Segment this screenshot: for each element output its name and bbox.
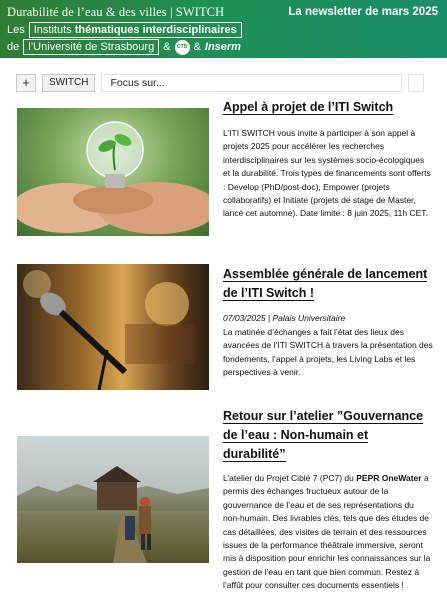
newsletter-nav <box>16 74 424 92</box>
article-body: L’ITI SWITCH vous invite à participer à son appel à projets 2025 pour accélérer les recherches interdisciplinaires sur les systèmes socio-écologiques et la durabilité. Trois types de financements sont offerts : Develop (PhD/post-doc), Empower (projets collaboratifs) et Initiate (projets de stage de Master, lancé cet automne). Date limite : 8 juin 2025, 11h CET. <box>223 128 431 219</box>
article-title-text[interactable]: Appel à projet de l’ITI Switch <box>223 100 394 114</box>
article-atelier-gouvernance <box>223 407 433 593</box>
banner-line-universite <box>7 39 241 55</box>
hikers-hut-image[interactable] <box>17 436 209 563</box>
hikers-hut-illustration <box>17 436 209 563</box>
article-title[interactable] <box>223 407 433 464</box>
banner-de: de <box>7 41 20 53</box>
article-body: La matinée d’échanges a fait l’état des lieux des avancées de l’ITI SWITCH à travers la présentation des fondements, l’appel à projets, les Living Labs et les perspectives à venir. <box>223 327 433 378</box>
newsletter-banner <box>0 0 447 58</box>
article-meta: 07/03/2025 | Palais Universitaire <box>223 313 346 323</box>
article-assemblee-generale <box>223 265 433 380</box>
article-body-pre: L’atelier du Projet Ciblé 7 (PC7) du <box>223 473 357 483</box>
inserm-logo: Inserm <box>204 41 241 53</box>
microphone-image[interactable] <box>17 264 209 390</box>
article-title-text[interactable]: Retour sur l’atelier ”Gouvernance de l’eau : Non-humain et durabilité” <box>223 409 424 461</box>
article-appel-a-projet <box>223 98 433 221</box>
article-body-post: a permis des échanges fructueux autour de la gouvernance de l’eau et de ses représentations du non-humain. Des livrables clés, tels que des études de cas détaillées, des visites de terrain et des ressources issues de la performance théâtrale immersive, seront mis à disposition pour enrichir les connaissances sur la gestion de l’eau en tant que bien commun. Restez à l’affût pour consulter ces documents essentiels ! <box>223 473 431 591</box>
expand-button[interactable]: + <box>16 74 36 92</box>
nav-switch-button[interactable]: SWITCH <box>42 74 95 92</box>
pepr-onewater-link[interactable]: PEPR OneWater <box>356 473 422 483</box>
article-title[interactable] <box>223 265 433 303</box>
microphone-illustration <box>17 264 209 390</box>
banner-instituts-box <box>29 22 242 38</box>
banner-amp-2: & <box>193 41 201 53</box>
newsletter-date: La newsletter de mars 2025 <box>288 6 438 18</box>
lightbulb-plant-illustration <box>17 108 209 236</box>
nav-spacer-box <box>408 74 424 92</box>
banner-universite-box: l’Université de Strasbourg <box>23 39 159 55</box>
article-title-text[interactable]: Assemblée générale de lancement de l’ITI Switch ! <box>223 267 428 300</box>
banner-instituts-text: Instituts <box>33 24 75 36</box>
article-title[interactable] <box>223 98 433 117</box>
banner-line-instituts <box>7 22 242 38</box>
lightbulb-plant-image[interactable] <box>17 108 209 236</box>
cts-logo: CTS <box>175 40 190 55</box>
banner-title: Durabilité de l’eau & des villes | SWITCH <box>7 5 225 19</box>
banner-les: Les <box>7 24 25 36</box>
nav-focus-link[interactable]: Focus sur... <box>101 74 402 92</box>
banner-instituts-bold: thématiques interdisciplinaires <box>74 24 237 36</box>
banner-amp-1: & <box>163 41 171 53</box>
article-body <box>223 472 433 593</box>
